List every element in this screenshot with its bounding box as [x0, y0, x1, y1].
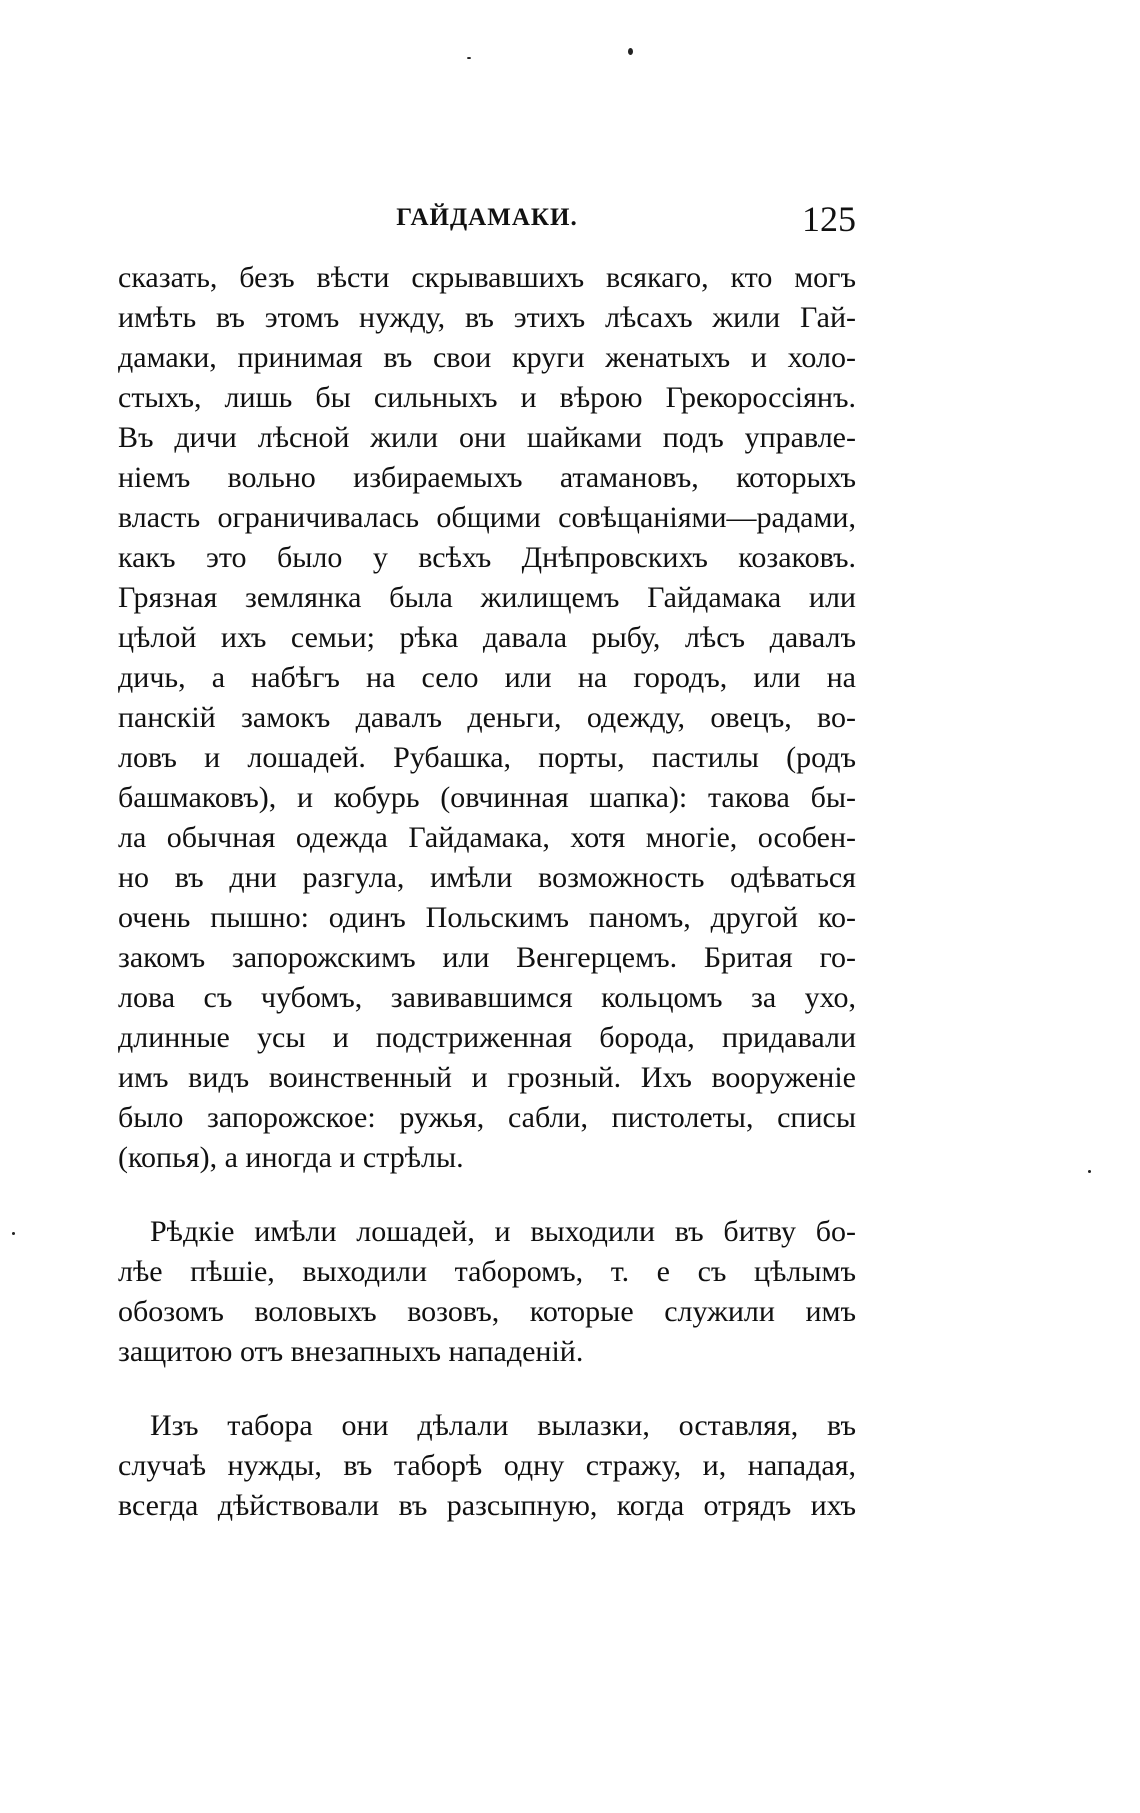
page-header — [118, 200, 856, 240]
print-speck — [628, 48, 633, 55]
text-line: башмаковъ), и кобурь (овчинная шапка): такова бы- — [118, 781, 856, 814]
text-line: закомъ запорожскимъ или Венгерцемъ. Бритая го- — [118, 941, 856, 974]
print-speck — [467, 57, 471, 59]
running-head: ГАЙДАМАКИ. — [396, 204, 578, 231]
text-line: но въ дни разгула, имѣли возможность одѣваться — [118, 861, 856, 894]
paragraph-2 — [118, 1212, 856, 1372]
text-line: какъ это было у всѣхъ Днѣпровскихъ козаковъ. — [118, 541, 856, 574]
text-line: было запорожское: ружья, сабли, пистолеты, списы — [118, 1101, 856, 1134]
paragraph-1 — [118, 258, 856, 1178]
text-line: защитою отъ внезапныхъ нападеній. — [118, 1335, 584, 1368]
text-line: сказать, безъ вѣсти скрывавшихъ всякаго, кто могъ — [118, 261, 856, 294]
text-line: панскій замокъ давалъ деньги, одежду, овецъ, во- — [118, 701, 856, 734]
text-line: обозомъ воловыхъ возовъ, которые служили имъ — [118, 1295, 856, 1328]
text-line: Рѣдкіе имѣли лошадей, и выходили въ битву бо- — [150, 1215, 856, 1248]
text-line: ніемъ вольно избираемыхъ атамановъ, которыхъ — [118, 461, 856, 494]
page-number: 125 — [802, 199, 856, 239]
text-line: лова съ чубомъ, завивавшимся кольцомъ за ухо, — [118, 981, 856, 1014]
text-line: имѣть въ этомъ нужду, въ этихъ лѣсахъ жили Гай- — [118, 301, 856, 334]
print-speck — [1088, 1170, 1091, 1173]
text-line: всегда дѣйствовали въ разсыпную, когда отрядъ ихъ — [118, 1489, 856, 1522]
text-line: цѣлой ихъ семьи; рѣка давала рыбу, лѣсъ давалъ — [118, 621, 856, 654]
text-line: власть ограничивалась общими совѣщаніями—радами, — [118, 501, 856, 534]
text-line: Въ дичи лѣсной жили они шайками подъ управле- — [118, 421, 856, 454]
text-line: дамаки, принимая въ свои круги женатыхъ и холо- — [118, 341, 856, 374]
text-line: Изъ табора они дѣлали вылазки, оставляя, въ — [150, 1409, 856, 1442]
text-line: случаѣ нужды, въ таборѣ одну стражу, и, нападая, — [118, 1449, 856, 1482]
paragraph-3 — [118, 1406, 856, 1526]
text-line: имъ видъ воинственный и грозный. Ихъ вооруженіе — [118, 1061, 856, 1094]
print-speck — [12, 1232, 15, 1235]
text-line: лѣе пѣшіе, выходили таборомъ, т. е съ цѣлымъ — [118, 1255, 856, 1288]
text-line: ла обычная одежда Гайдамака, хотя многіе, особен- — [118, 821, 856, 854]
text-line: ловъ и лошадей. Рубашка, порты, пастилы (родъ — [118, 741, 856, 774]
page-body — [118, 258, 856, 1526]
text-line: дичь, а набѣгъ на село или на городъ, или на — [118, 661, 856, 694]
text-line: стыхъ, лишь бы сильныхъ и вѣрою Грекороссіянъ. — [118, 381, 856, 414]
text-line: длинные усы и подстриженная борода, придавали — [118, 1021, 856, 1054]
text-line: Грязная землянка была жилищемъ Гайдамака или — [118, 581, 856, 614]
text-line: (копья), а иногда и стрѣлы. — [118, 1141, 464, 1174]
text-line: очень пышно: одинъ Польскимъ паномъ, другой ко- — [118, 901, 856, 934]
